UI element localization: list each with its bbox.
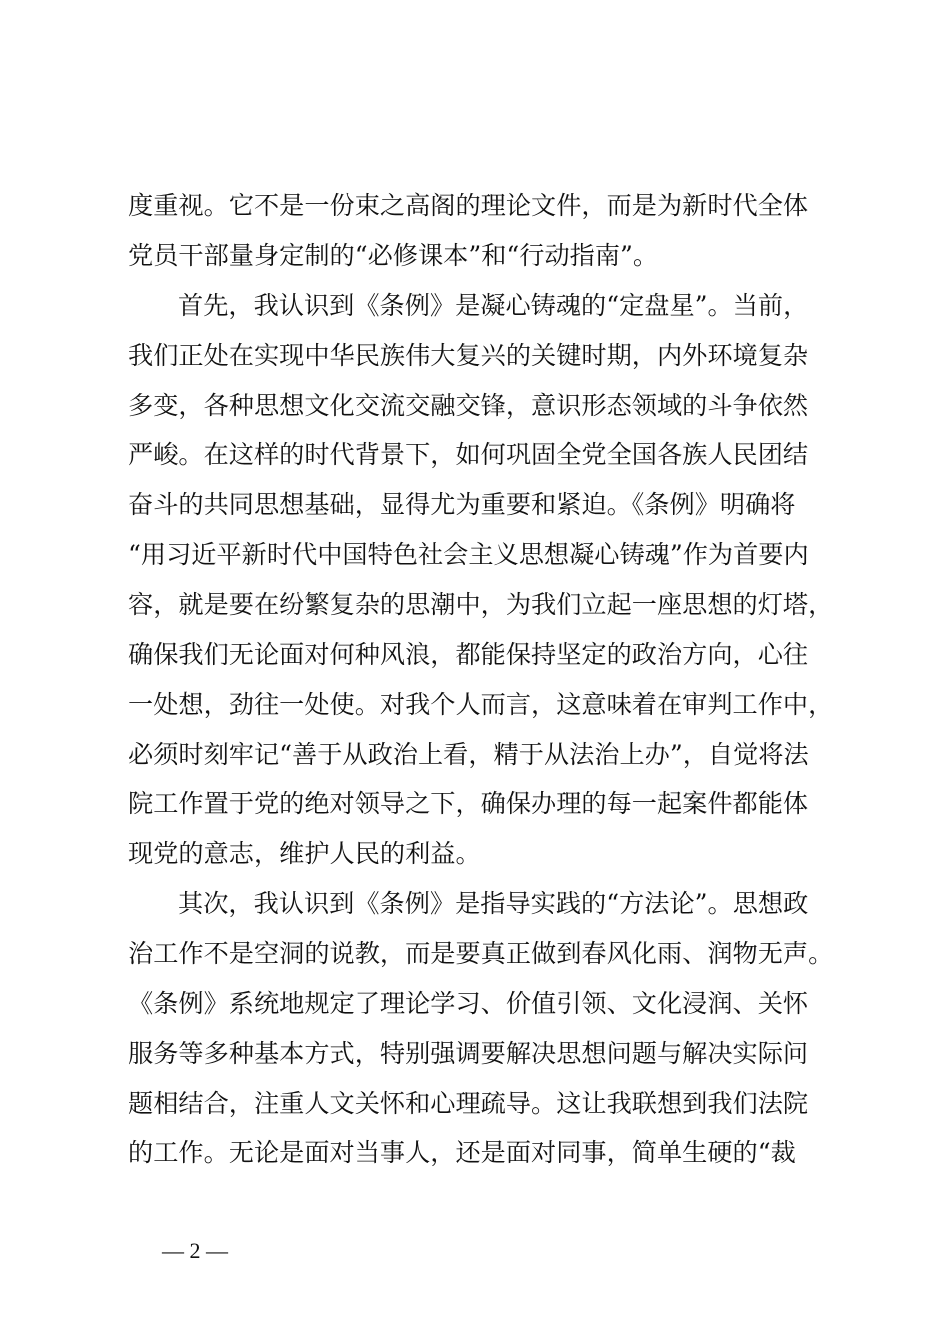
paragraph-start-line: 首先，我认识到《条例》是凝心铸魂的“定盘星”。当前，: [178, 291, 809, 320]
text-line: 服务等多种基本方式，特别强调要解决思想问题与解决实际问: [128, 1039, 809, 1068]
text-line: 《条例》系统地规定了理论学习、价值引领、文化浸润、关怀: [128, 989, 809, 1018]
text-line: 院工作置于党的绝对领导之下，确保办理的每一起案件都能体: [128, 789, 809, 818]
text-line: 治工作不是空洞的说教，而是要真正做到春风化雨、润物无声。: [128, 939, 834, 968]
paragraph-start-line: 其次，我认识到《条例》是指导实践的“方法论”。思想政: [178, 889, 809, 918]
page-number: — 2 —: [162, 1238, 228, 1263]
text-line: 容，就是要在纷繁复杂的思潮中，为我们立起一座思想的灯塔，: [128, 590, 834, 619]
text-line: 题相结合，注重人文关怀和心理疏导。这让我联想到我们法院: [128, 1089, 809, 1118]
text-line: 确保我们无论面对何种风浪，都能保持坚定的政治方向，心往: [128, 640, 809, 669]
text-line: 党员干部量身定制的“必修课本”和“行动指南”。: [128, 241, 659, 270]
text-line: 我们正处在实现中华民族伟大复兴的关键时期，内外环境复杂: [128, 341, 809, 370]
text-line: 严峻。在这样的时代背景下，如何巩固全党全国各族人民团结: [128, 440, 809, 469]
text-line: 一处想，劲往一处使。对我个人而言，这意味着在审判工作中，: [128, 690, 834, 719]
text-line: 度重视。它不是一份束之高阁的理论文件，而是为新时代全体: [128, 191, 809, 220]
text-line: 奋斗的共同思想基础，显得尤为重要和紧迫。《条例》明确将: [128, 490, 796, 519]
text-line: 多变，各种思想文化交流交融交锋，意识形态领域的斗争依然: [128, 391, 809, 420]
text-line: 现党的意志，维护人民的利益。: [128, 839, 481, 868]
text-line: “用习近平新时代中国特色社会主义思想凝心铸魂”作为首要内: [128, 540, 809, 569]
text-line: 必须时刻牢记“善于从政治上看，精于从法治上办”，自觉将法: [128, 740, 809, 769]
text-line: 的工作。无论是面对当事人，还是面对同事，简单生硬的“裁: [128, 1138, 796, 1167]
